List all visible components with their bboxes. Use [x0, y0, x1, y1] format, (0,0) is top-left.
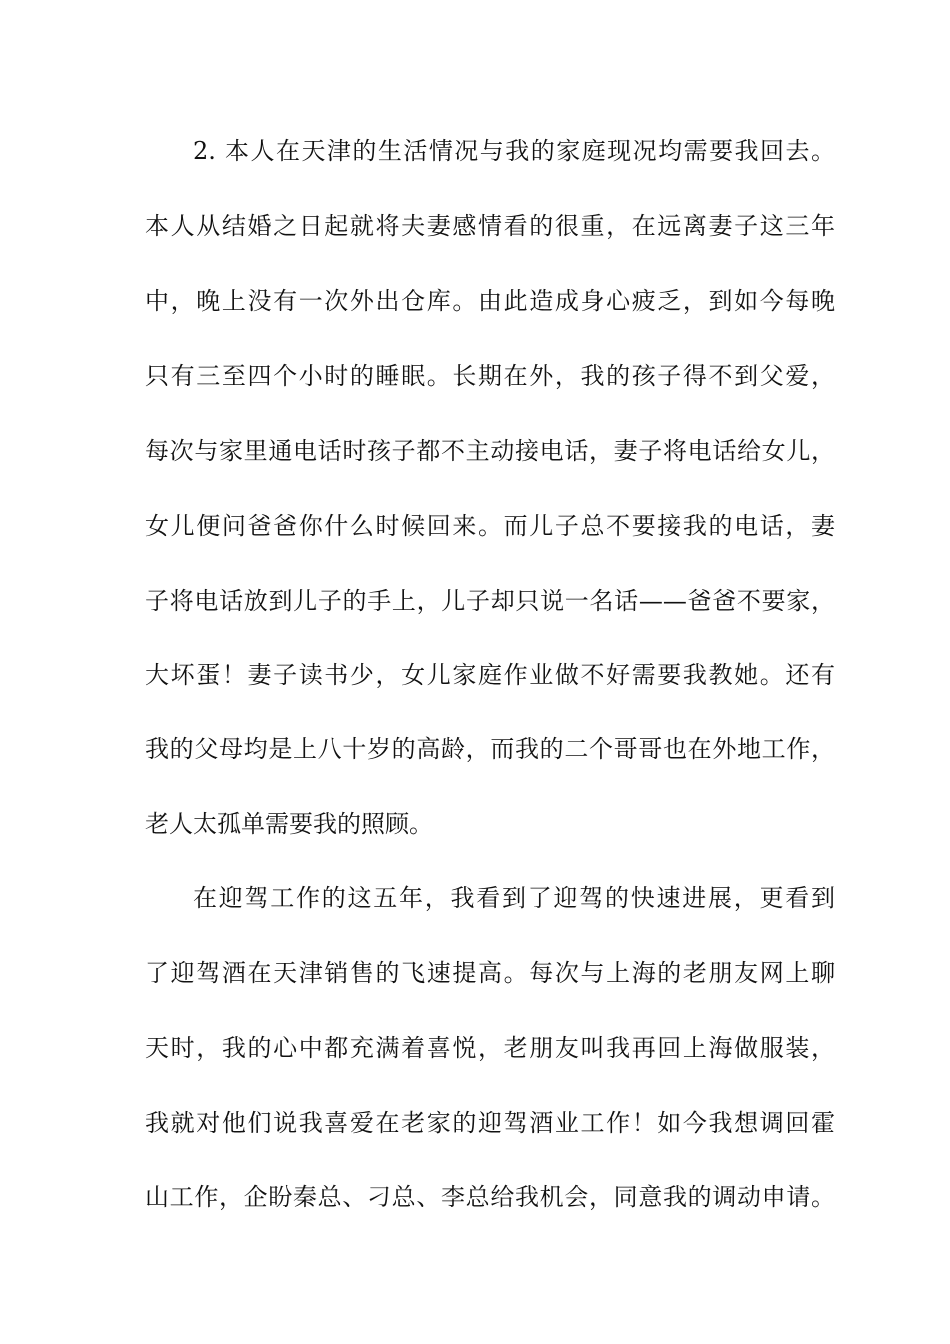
text-line-13: 天时，我的心中都充满着喜悦，老朋友叫我再回上海做服装， — [145, 1034, 835, 1062]
text-line-12: 了迎驾酒在天津销售的飞速提高。每次与上海的老朋友网上聊 — [145, 959, 835, 987]
text-line-7: 子将电话放到儿子的手上，儿子却只说一名话——爸爸不要家， — [145, 587, 835, 615]
text-line-1: 2. 本人在天津的生活情况与我的家庭现况均需要我回去。 — [193, 137, 835, 165]
text-line-8: 大坏蛋！妻子读书少，女儿家庭作业做不好需要我教她。还有 — [145, 661, 835, 689]
text-line-15: 山工作，企盼秦总、刁总、李总给我机会，同意我的调动申请。 — [145, 1183, 835, 1211]
text-line-3: 中，晚上没有一次外出仓库。由此造成身心疲乏，到如今每晚 — [145, 287, 835, 315]
text-line-10: 老人太孤单需要我的照顾。 — [145, 810, 433, 838]
text-line-9: 我的父母均是上八十岁的高龄，而我的二个哥哥也在外地工作， — [145, 735, 835, 763]
text-line-11: 在迎驾工作的这五年，我看到了迎驾的快速进展，更看到 — [193, 884, 835, 912]
text-line-6: 女儿便问爸爸你什么时候回来。而儿子总不要接我的电话，妻 — [145, 512, 835, 540]
text-line-14: 我就对他们说我喜爱在老家的迎驾酒业工作！如今我想调回霍 — [145, 1109, 835, 1137]
text-line-2: 本人从结婚之日起就将夫妻感情看的很重，在远离妻子这三年 — [145, 212, 835, 240]
text-line-4: 只有三至四个小时的睡眠。长期在外，我的孩子得不到父爱， — [145, 362, 835, 390]
text-line-5: 每次与家里通电话时孩子都不主动接电话，妻子将电话给女儿， — [145, 437, 835, 465]
